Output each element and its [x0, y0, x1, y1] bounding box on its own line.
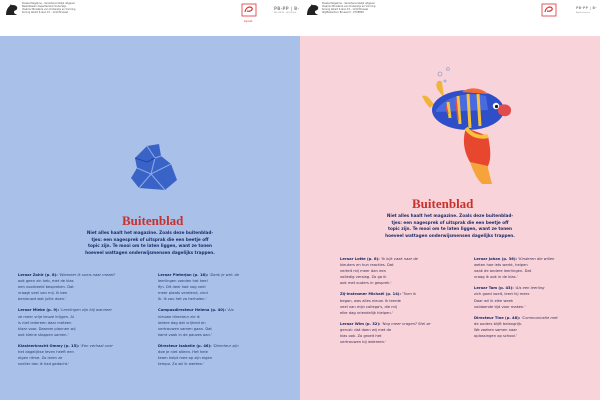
quote-paragraph: Leraar Johan (p. 36): 'Kinderen die willen weten hoe iets werkt, helpen vaak de andere leerlingen. Dat vraag ik ook in de klas.': [474, 257, 555, 280]
page-title: Buitenblad: [412, 196, 474, 211]
quote-paragraph: Klasleerkracht Ommy (p. 15): 'Een verhaal over het dagelijkse leven heeft een eigen ritme. Zo leren ze sneller dan ik had gedacht.': [18, 343, 113, 367]
quote-paragraph: Leraar Mieke (p. 9): 'Leerlingen zijn blij wanneer ze meer vrije keuze krijgen. Al is niet iedereen daar meteen klaar voor. Daarom plannen wij ook kleine stappen samen.': [18, 308, 112, 337]
depot-label: Afgiftekantoor: [576, 12, 591, 14]
page-title: Buitenblad: [122, 213, 184, 228]
header-strip: [0, 0, 600, 36]
postage-stamp-text: PB-PP | B-: [274, 6, 300, 11]
quote-paragraph: Directeur Isabelle (p. 46): 'Directeur zijn doe je niet alleen. Het hele team helpt mee op zijn eigen tempo. Zo wil ik werken.': [158, 343, 239, 367]
quote-paragraph: Campusdirecteur Helena (p. 40): 'Als nieuwe directeur zie ik iedere dag dat vrijheid en vertrouwen samen gaan. Dat komt vaak in de pauzes aan.': [158, 308, 234, 337]
publisher-info-left: Klasse Magazine - Verantwoordelijk uitgever Beleidsteam Departement Onderwijs Vlaams Ministerie van Onderwijs en Vorming Koning Albert II-laan 15 - 1210 Brussel: [22, 2, 76, 15]
flemish-lion-icon: [4, 3, 20, 17]
flemish-lion-icon-right: [305, 3, 321, 17]
quote-column-right: [474, 256, 596, 344]
quote-paragraph: Directeur Tine (p. 48): 'Communicatie met de ouders blijft belangrijk. We zoeken samen naar oplossingen op school.': [474, 315, 558, 339]
quote-paragraph: Leraar Tom (p. 43): 'Als een leerling zich goed voelt, leert hij meer. Daar wil ik elke week voldoende tijd voor maken.': [474, 286, 545, 309]
quote-paragraph: Leraar Wim (p. 32): 'Nog meer vragen? Stel ze gerust: dat doen wij met de klas ook. Zo groeit het vertrouwen bij iedereen.': [340, 321, 431, 345]
quote-column-left: [18, 272, 148, 372]
quote-column-right: [158, 272, 288, 372]
quote-paragraph: Leraar Pieterjan (p. 18): 'Dank je wel: de leerlingen vonden het heel fijn. Dit deel had nog veel meer plaats verdiend, vind ik. Ik zou het zo herhalen.': [158, 273, 240, 302]
bpost-logo-icon-right: [540, 2, 580, 26]
intro-text: Niet alles haalt het magazine. Zoals deze buitenblad- tjes: een nagesprek of uitsprak die een beetje off topic zijn. Te mooi om te laten liggen, want ze tonen hoeveel wattagen onderwijsmensen dagelijks trappen.: [385, 213, 515, 238]
quote-column-left: [340, 256, 468, 350]
fish-in-hand-illustration: [418, 66, 518, 184]
publisher-info-right: Klasse Magazine - Verantwoordelijk uitgever Vlaams Ministerie van Onderwijs en Vorming Koning Albert II-laan 15 - 1210 Brussel Afgiftekantoor Brussel X - P708809: [322, 2, 376, 15]
right-page: [300, 36, 600, 400]
quote-paragraph: Leraar Lotte (p. 8): 'Ik kijk vaak naar de kleuters en hun reacties. Dat vertelt mij meer dan een volledig verslag. Zo ga ik ook met ouders in gesprek.': [340, 257, 418, 286]
svg-text:bpost: bpost: [244, 19, 253, 23]
crumpled-paper-illustration: [125, 140, 185, 196]
postage-stamp-text-right: PB-PP | B-: [576, 6, 597, 10]
left-page: [0, 36, 300, 400]
quote-paragraph: Leraar Zohir (p. 8): 'Wanneer ik soms naar mezelf ook geen zin heb, met de klas een voorbeeld bespreken. Dat vraagt veel van mij. Ik ben benieuwd wat jullie doen.': [18, 273, 115, 302]
intro-text: Niet alles haalt het magazine. Zoals deze buitenblad- tjes: een nagesprek of uitsprak die een beetje off topic zijn. Te mooi om te laten liggen, want ze tonen hoeveel wattagen onderwijsmensen dagelijks trappen.: [85, 230, 215, 255]
postage-stamp-sub: BELGIE(N) - BELGIQUE: [274, 12, 297, 14]
quote-paragraph: Zij-instromer Michaël (p. 14): 'Toen ik begon, was alles nieuw. Ik leerde veel van mijn collega's, die mij elke dag vriendelijk hielpen.': [340, 292, 417, 315]
